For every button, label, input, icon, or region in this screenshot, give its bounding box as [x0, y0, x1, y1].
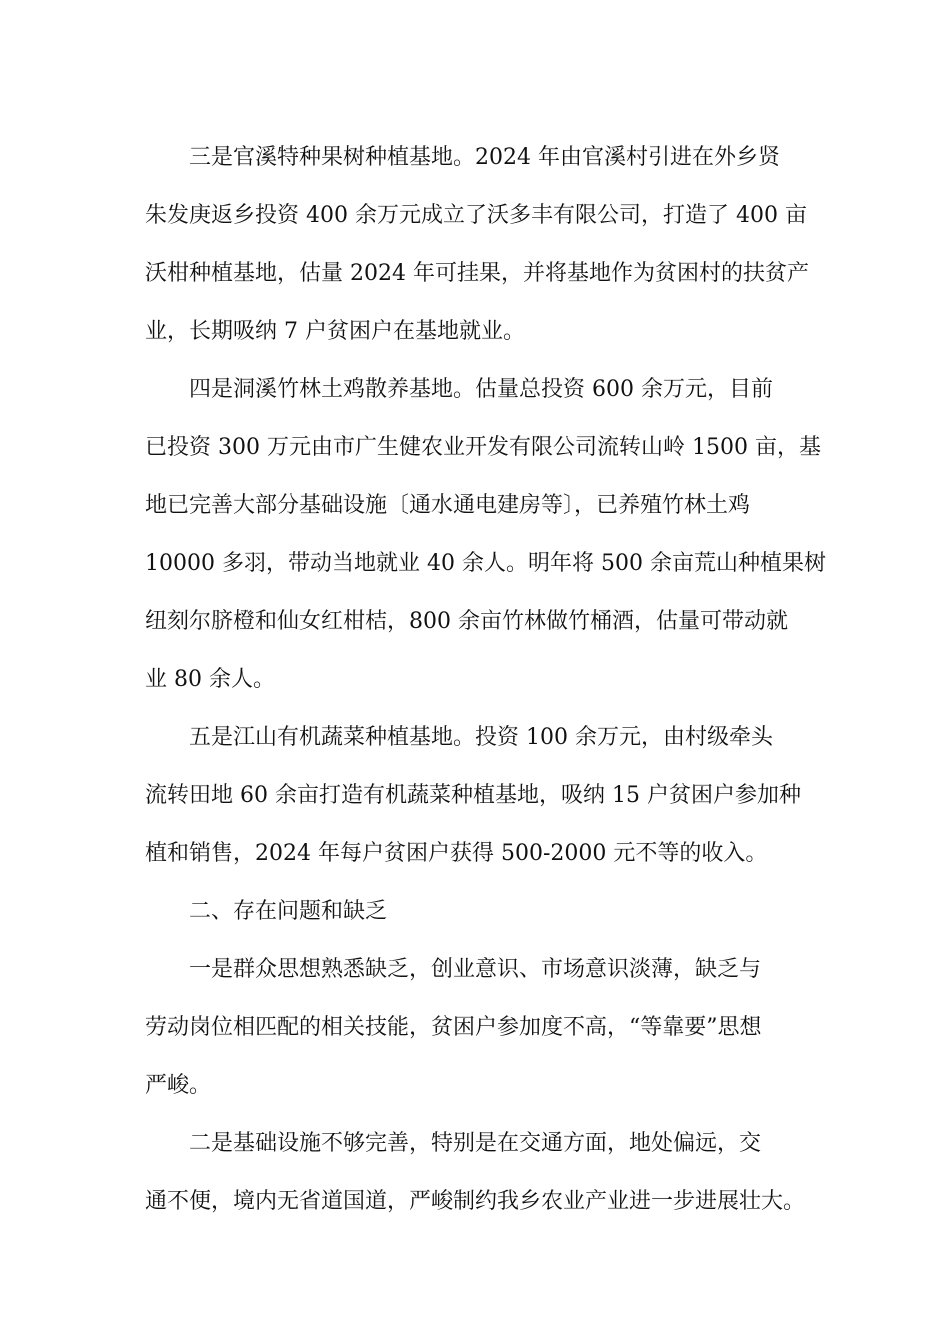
- text-line: 植和销售，2024 年每户贫困户获得 500-2000 元不等的收入。: [145, 841, 768, 866]
- text-line: 二、存在问题和缺乏: [189, 899, 388, 924]
- text-line: 三是官溪特种果树种植基地。2024 年由官溪村引进在外乡贤: [189, 145, 780, 170]
- paragraph-problem-awareness: [145, 941, 810, 1115]
- text-line: 通不便，境内无省道国道，严峻制约我乡农业产业进一步进展壮大。: [145, 1189, 806, 1214]
- document-body: [145, 129, 826, 1231]
- text-line: 沃柑种植基地，估量 2024 年可挂果，并将基地作为贫困村的扶贫产: [145, 261, 809, 286]
- text-line: 10000 多羽，带动当地就业 40 余人。明年将 500 余亩荒山种植果树: [145, 551, 826, 576]
- text-line: 一是群众思想熟悉缺乏，创业意识、市场意识淡薄，缺乏与: [189, 957, 762, 982]
- text-line: 业 80 余人。: [145, 667, 275, 692]
- text-line: 地已完善大部分基础设施〔通水通电建房等〕，已养殖竹林土鸡: [145, 493, 751, 518]
- text-line: 劳动岗位相匹配的相关技能，贫困户参加度不高，“等靠要”思想: [145, 1015, 762, 1040]
- text-line: 四是洞溪竹林土鸡散养基地。估量总投资 600 余万元，目前: [189, 377, 773, 402]
- text-line: 严峻。: [145, 1073, 212, 1098]
- text-line: 业，长期吸纳 7 户贫困户在基地就业。: [145, 319, 525, 344]
- text-line: 五是江山有机蔬菜种植基地。投资 100 余万元，由村级牵头: [189, 725, 773, 750]
- section-heading-problems: [145, 883, 810, 941]
- paragraph-guanxi-fruit-base: [145, 129, 810, 361]
- paragraph-jiangshan-vegetable-base: [145, 709, 810, 883]
- text-line: 纽刻尔脐橙和仙女红柑桔，800 余亩竹林做竹桶酒，估量可带动就: [145, 609, 788, 634]
- text-line: 流转田地 60 余亩打造有机蔬菜种植基地，吸纳 15 户贫困户参加种: [145, 783, 801, 808]
- paragraph-problem-infrastructure: [145, 1115, 810, 1231]
- text-line: 朱发庚返乡投资 400 余万元成立了沃多丰有限公司，打造了 400 亩: [145, 203, 807, 228]
- text-line: 二是基础设施不够完善，特别是在交通方面，地处偏远，交: [189, 1131, 762, 1156]
- paragraph-dongxi-chicken-base: [145, 361, 826, 709]
- text-line: 已投资 300 万元由市广生健农业开发有限公司流转山岭 1500 亩，基: [145, 435, 821, 460]
